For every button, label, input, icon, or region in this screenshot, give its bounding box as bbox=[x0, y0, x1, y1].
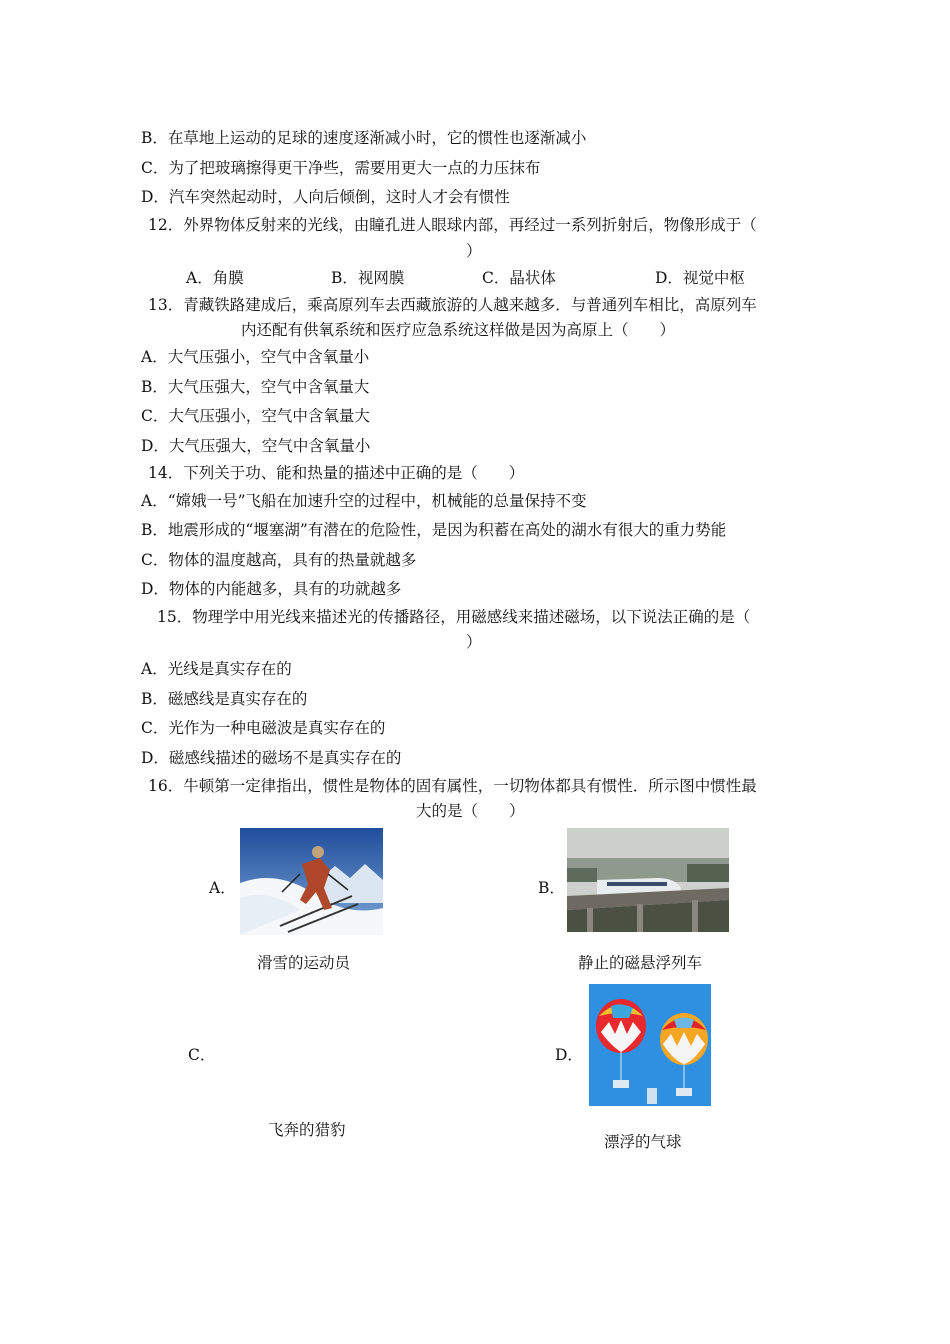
q16-label-a: A． bbox=[209, 879, 236, 897]
q12-option-d: D．视觉中枢 bbox=[655, 269, 745, 287]
q12-stem-end: ） bbox=[466, 242, 482, 260]
q14-option-a: A．“嫦娥一号”飞船在加速升空的过程中，机械能的总量保持不变 bbox=[141, 492, 587, 510]
q14-stem: 14．下列关于功、能和热量的描述中正确的是（ ） bbox=[148, 464, 525, 482]
q16-caption-a: 滑雪的运动员 bbox=[257, 954, 351, 972]
q16-label-b: B． bbox=[538, 879, 565, 897]
q15-option-d: D．磁感线描述的磁场不是真实存在的 bbox=[141, 749, 402, 767]
maglev-illustration bbox=[567, 828, 729, 932]
q12-option-c: C．晶状体 bbox=[482, 269, 556, 287]
q14-option-c: C．物体的温度越高，具有的热量就越多 bbox=[141, 551, 417, 569]
q11-option-b: B．在草地上运动的足球的速度逐渐减小时，它的惯性也逐渐减小 bbox=[141, 129, 587, 147]
q13-option-d: D．大气压强大，空气中含氧量小 bbox=[141, 437, 371, 455]
q16-stem-line2: 大的是（ ） bbox=[416, 802, 525, 820]
q16-caption-b: 静止的磁悬浮列车 bbox=[578, 954, 703, 972]
q16-label-c: C． bbox=[188, 1046, 216, 1064]
q15-option-a: A．光线是真实存在的 bbox=[141, 660, 292, 678]
q13-option-c: C．大气压强小，空气中含氧量大 bbox=[141, 407, 370, 425]
q11-option-c: C．为了把玻璃擦得更干净些，需要用更大一点的力压抹布 bbox=[141, 159, 541, 177]
q15-stem-end: ） bbox=[466, 633, 482, 651]
balloons-image bbox=[589, 984, 711, 1106]
q12-option-b: B．视网膜 bbox=[331, 269, 405, 287]
q13-stem: 13．青藏铁路建成后，乘高原列车去西藏旅游的人越来越多．与普通列车相比，高原列车 bbox=[148, 296, 757, 314]
maglev-train-image bbox=[567, 828, 729, 932]
q15-option-c: C．光作为一种电磁波是真实存在的 bbox=[141, 719, 386, 737]
q16-caption-c: 飞奔的猎豹 bbox=[268, 1121, 346, 1139]
balloons-illustration bbox=[589, 984, 711, 1106]
q16-caption-d: 漂浮的气球 bbox=[604, 1133, 682, 1151]
q16-stem: 16．牛顿第一定律指出，惯性是物体的固有属性，一切物体都具有惯性．所示图中惯性最 bbox=[148, 777, 757, 795]
q12-option-a: A．角膜 bbox=[186, 269, 244, 287]
q13-option-b: B．大气压强大，空气中含氧量大 bbox=[141, 378, 370, 396]
q12-stem: 12．外界物体反射来的光线，由瞳孔进人眼球内部，再经过一系列折射后，物像形成于（ bbox=[148, 216, 757, 234]
q13-option-a: A．大气压强小，空气中含氧量小 bbox=[141, 348, 370, 366]
q15-stem: 15．物理学中用光线来描述光的传播路径，用磁感线来描述磁场，以下说法正确的是（ bbox=[157, 608, 751, 626]
q14-option-d: D．物体的内能越多，具有的功就越多 bbox=[141, 580, 402, 598]
q14-option-b: B．地震形成的“堰塞湖”有潜在的危险性，是因为积蓄在高处的湖水有很大的重力势能 bbox=[141, 521, 727, 539]
cheetah-image bbox=[240, 998, 383, 1103]
skier-image bbox=[240, 828, 383, 935]
q11-option-d: D．汽车突然起动时，人向后倾倒，这时人才会有惯性 bbox=[141, 188, 510, 206]
skier-illustration bbox=[240, 828, 383, 935]
q13-stem-line2: 内还配有供氧系统和医疗应急系统这样做是因为高原上（ ） bbox=[241, 321, 676, 339]
q16-label-d: D． bbox=[555, 1046, 583, 1064]
q15-option-b: B．磁感线是真实存在的 bbox=[141, 690, 308, 708]
